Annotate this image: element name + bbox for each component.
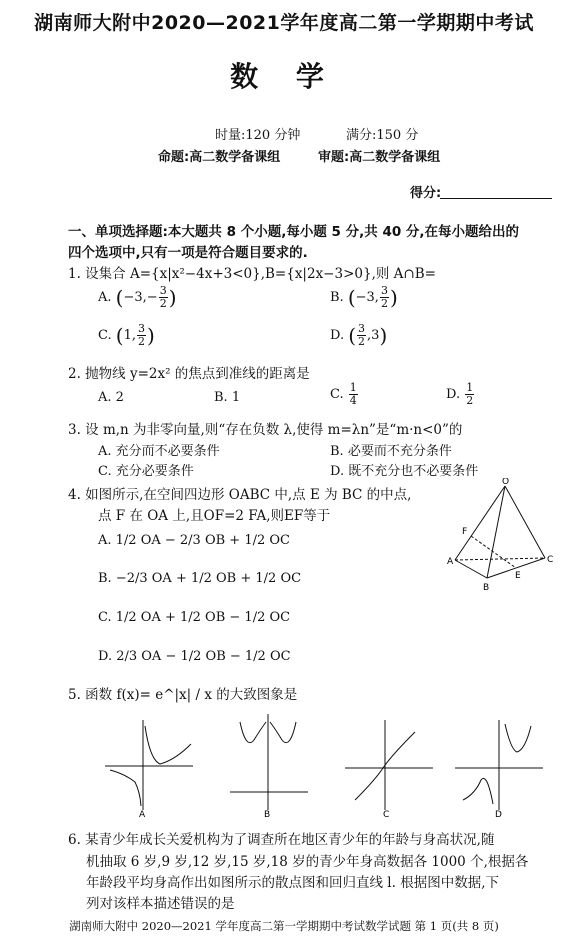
section-heading-line2: 四个选项中,只有一项是符合题目要求的. (68, 245, 308, 261)
full-score: 满分:150 分 (346, 128, 419, 143)
q3-option-b: B. 必要而不充分条件 (330, 444, 452, 459)
graph-b-label: B (264, 810, 271, 820)
q4-option-d: D. 2/3 OA − 1/2 OB − 1/2 OC (98, 649, 291, 664)
q4-stem-line1: 4. 如图所示,在空间四边形 OABC 中,点 E 为 BC 的中点, (68, 487, 412, 503)
graph-d-label: D (495, 810, 502, 820)
label-c: C (547, 555, 554, 565)
q2-stem: 2. 抛物线 y=2x² 的焦点到准线的距离是 (68, 366, 310, 382)
q1-option-d: D. ( $\frac{3}{2}$ ,3) (330, 322, 388, 348)
label-f: F (462, 527, 468, 537)
q6-line1: 6. 某青少年成长关爱机构为了调查所在地区青少年的年龄与身高状况,随 (68, 832, 495, 848)
q5-graph-b (230, 710, 310, 820)
score-label: 得分: (410, 186, 442, 201)
q4-option-a: A. 1/2 OA − 2/3 OB + 1/2 OC (98, 533, 290, 548)
label-a: A (447, 557, 454, 567)
score-blank-line (440, 198, 552, 199)
q1-option-c: C. (1, $\frac{3}{2}$ ) (98, 322, 155, 348)
page-footer: 湖南师大附中 2020—2021 学年度高二第一学期期中考试数学试题 第 1 页(共 8 页) (69, 919, 499, 933)
q1-stem: 1. 设集合 A={x|x²−4x+3<0},B={x|2x−3>0},则 A∩B= (68, 266, 436, 282)
q3-option-d: D. 既不充分也不必要条件 (330, 464, 479, 479)
q6-line4: 列对该样本描述错误的是 (86, 896, 235, 912)
question-reviewer: 审题:高二数学备课组 (318, 150, 441, 165)
q2-option-d: D. $\frac{1}{2}$ (446, 381, 474, 407)
exam-title: 湖南师大附中2020—2021学年度高二第一学期期中考试 (34, 12, 534, 34)
subject-title: 数 学 (230, 60, 338, 93)
q2-option-a: A. 2 (98, 390, 124, 405)
q5-graph-d (455, 710, 545, 820)
q1-option-b: B. (−3, $\frac{3}{2}$ ) (330, 284, 398, 310)
q3-stem: 3. 设 m,n 为非零向量,则“存在负数 λ,使得 m=λn”是“m·n<0”的 (68, 422, 463, 438)
q3-option-c: C. 充分必要条件 (98, 464, 194, 479)
q2-option-c: C. $\frac{1}{4}$ (330, 381, 357, 407)
q4-stem-line2: 点 F 在 OA 上,且OF=2 FA,则EF等于 (98, 508, 331, 524)
q6-line3: 年龄段平均身高作出如图所示的散点图和回归直线 l. 根据图中数据,下 (86, 875, 499, 891)
graph-a-label: A (139, 810, 146, 820)
q4-option-c: C. 1/2 OA + 1/2 OB − 1/2 OC (98, 610, 291, 625)
time-limit: 时量:120 分钟 (215, 128, 301, 143)
q2-option-b: B. 1 (214, 390, 241, 405)
question-setter: 命题:高二数学备课组 (158, 150, 281, 165)
q1-option-a: A. (−3,− $\frac{3}{2}$ ) (98, 284, 177, 310)
label-o: O (502, 478, 510, 487)
q5-graph-c (345, 710, 435, 820)
tetrahedron-figure (445, 478, 557, 596)
q5-graph-a (105, 710, 195, 820)
q4-option-b: B. −2/3 OA + 1/2 OB + 1/2 OC (98, 571, 302, 586)
section-heading-line1: 一、单项选择题:本大题共 8 个小题,每小题 5 分,共 40 分,在每小题给出的 (68, 224, 520, 240)
label-b: B (483, 583, 490, 593)
q6-line2: 机抽取 6 岁,9 岁,12 岁,15 岁,18 岁的青少年身高数据各 1000 个,根据各 (86, 854, 529, 870)
graph-c-label: C (383, 810, 390, 820)
label-e: E (515, 571, 521, 581)
q5-stem: 5. 函数 f(x)= e^|x| / x 的大致图象是 (68, 687, 298, 703)
q3-option-a: A. 充分而不必要条件 (98, 444, 220, 459)
